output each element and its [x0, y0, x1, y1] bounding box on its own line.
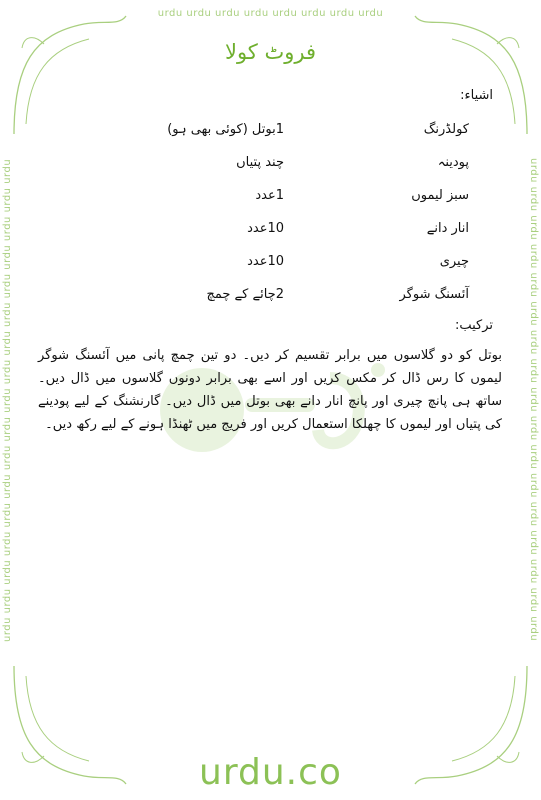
ingredient-qty: 10عدد	[247, 254, 284, 269]
ingredient-qty: 1بوتل (کوئی بھی ہو)	[167, 122, 284, 137]
ingredient-name: پودینہ	[437, 155, 469, 170]
ingredient-row	[89, 287, 469, 309]
method-text: بوتل کو دو گلاسوں میں برابر تقسیم کر دیں۔ دو تین چمچ پانی میں آئسنگ شوگر لیموں کا رس ڈال کر مکس کریں اور اسے بھی برابر دونوں گلاسوں میں ڈال دیں۔ ساتھ ہی پانچ چیری اور پانچ انار دانے بھی بوتل میں ڈال دیں۔ گارنشنگ کے لیے پودینے کی پتیاں اور لیموں کا چھلکا استعمال کریں اور فریج میں ٹھنڈا ہونے کے لیے رکھ دیں۔	[38, 348, 502, 432]
ingredient-row	[89, 122, 469, 144]
ingredient-name: آئسنگ شوگر	[399, 287, 469, 302]
recipe-title: فروٹ کولا	[224, 40, 317, 64]
footer-brand[interactable]: urdu.co	[199, 752, 342, 793]
ingredients-heading: اشیاء:	[460, 88, 493, 103]
ingredient-row	[89, 155, 469, 177]
ingredient-qty: 10عدد	[247, 221, 284, 236]
border-right-pattern: urdu urdu urdu urdu urdu urdu urdu urdu urdu urdu urdu urdu urdu urdu urdu urdu urdu	[528, 158, 539, 642]
method-heading: ترکیب:	[454, 318, 493, 333]
ingredient-name: انار دانے	[426, 221, 469, 236]
ingredient-qty: 2چائے کے چمچ	[206, 287, 284, 302]
ingredient-row	[89, 221, 469, 243]
border-top-pattern: urdu urdu urdu urdu urdu urdu urdu urdu	[157, 8, 384, 19]
ingredient-name: سبز لیموں	[411, 188, 469, 203]
ingredient-name: کولڈرنگ	[423, 122, 469, 137]
ingredient-qty: چند پتیاں	[236, 155, 284, 170]
ingredient-row	[89, 254, 469, 276]
ingredient-qty: 1عدد	[255, 188, 284, 203]
border-left-pattern: urdu urdu urdu urdu urdu urdu urdu urdu urdu urdu urdu urdu urdu urdu urdu urdu urdu	[2, 158, 13, 642]
ingredient-name: چیری	[439, 254, 469, 269]
ingredient-row	[89, 188, 469, 210]
